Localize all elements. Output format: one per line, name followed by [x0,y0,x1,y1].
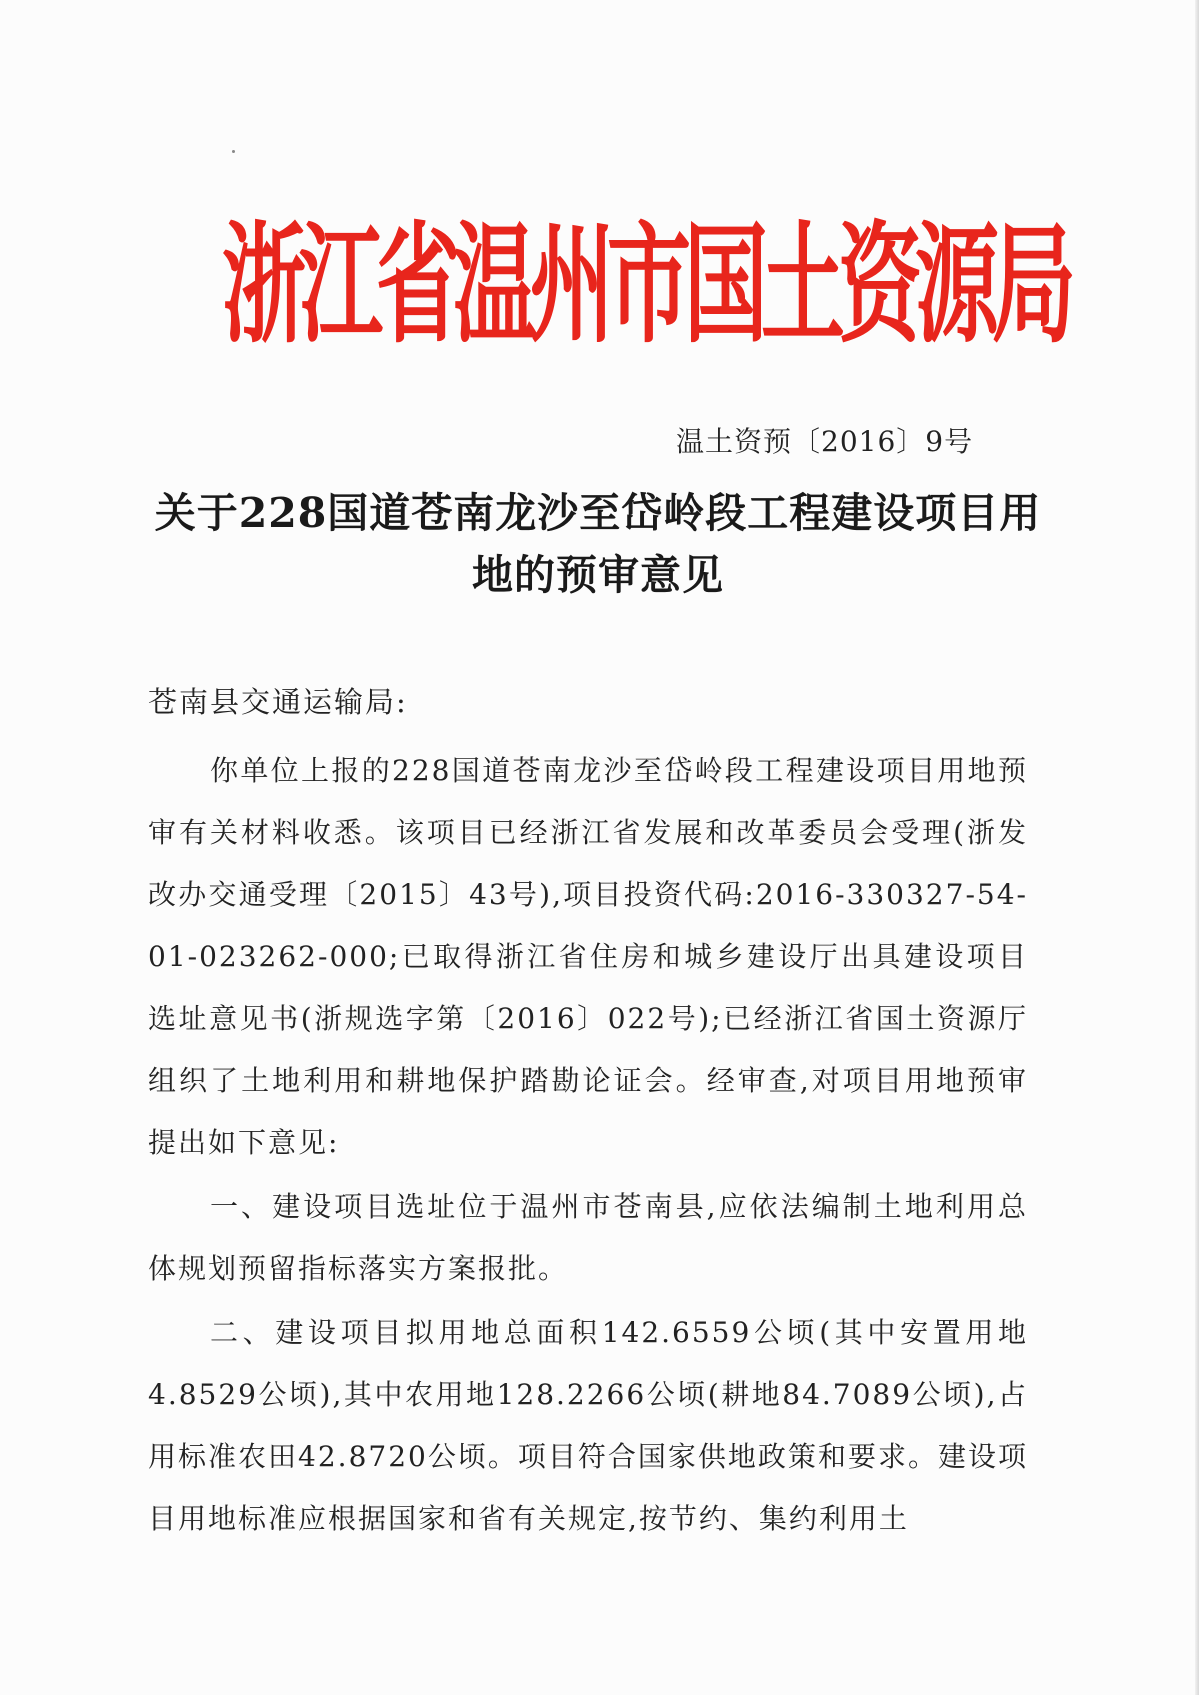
issuing-authority-header: 浙江省温州市国土资源局 [222,209,1070,361]
body-paragraph: 你单位上报的228国道苍南龙沙至岱岭段工程建设项目用地预审有关材料收悉。该项目已经浙江省发展和改革委员会受理(浙发改办交通受理〔2015〕43号),项目投资代码:2016-330327-54-01-023262-000;已取得浙江省住房和城乡建设厅出具建设项目选址意见书(浙规选字第〔2016〕022号);已经浙江省国土资源厅组织了土地利用和耕地保护踏勘论证会。经审查,对项目用地预审提出如下意见: [148,754,1028,1159]
page-edge-shadow [1195,0,1199,1695]
document-body [148,740,1028,1550]
body-paragraph: 二、建设项目拟用地总面积142.6559公顷(其中安置用地4.8529公顷),其中农用地128.2266公顷(耕地84.7089公顷),占用标准农田42.8720公顷。项目符合国家供地政策和要求。建设项目用地标准应根据国家和省有关规定,按节约、集约利用土 [148,1316,1028,1535]
document-title: 关于228国道苍南龙沙至岱岭段工程建设项目用地的预审意见 [154,489,1042,599]
document-number: 温土资预〔2016〕9号 [676,425,974,458]
addressee: 苍南县交通运输局: [148,685,408,719]
scan-speck [232,150,235,153]
body-paragraph: 一、建设项目选址位于温州市苍南县,应依法编制土地利用总体规划预留指标落实方案报批。 [148,1190,1028,1285]
